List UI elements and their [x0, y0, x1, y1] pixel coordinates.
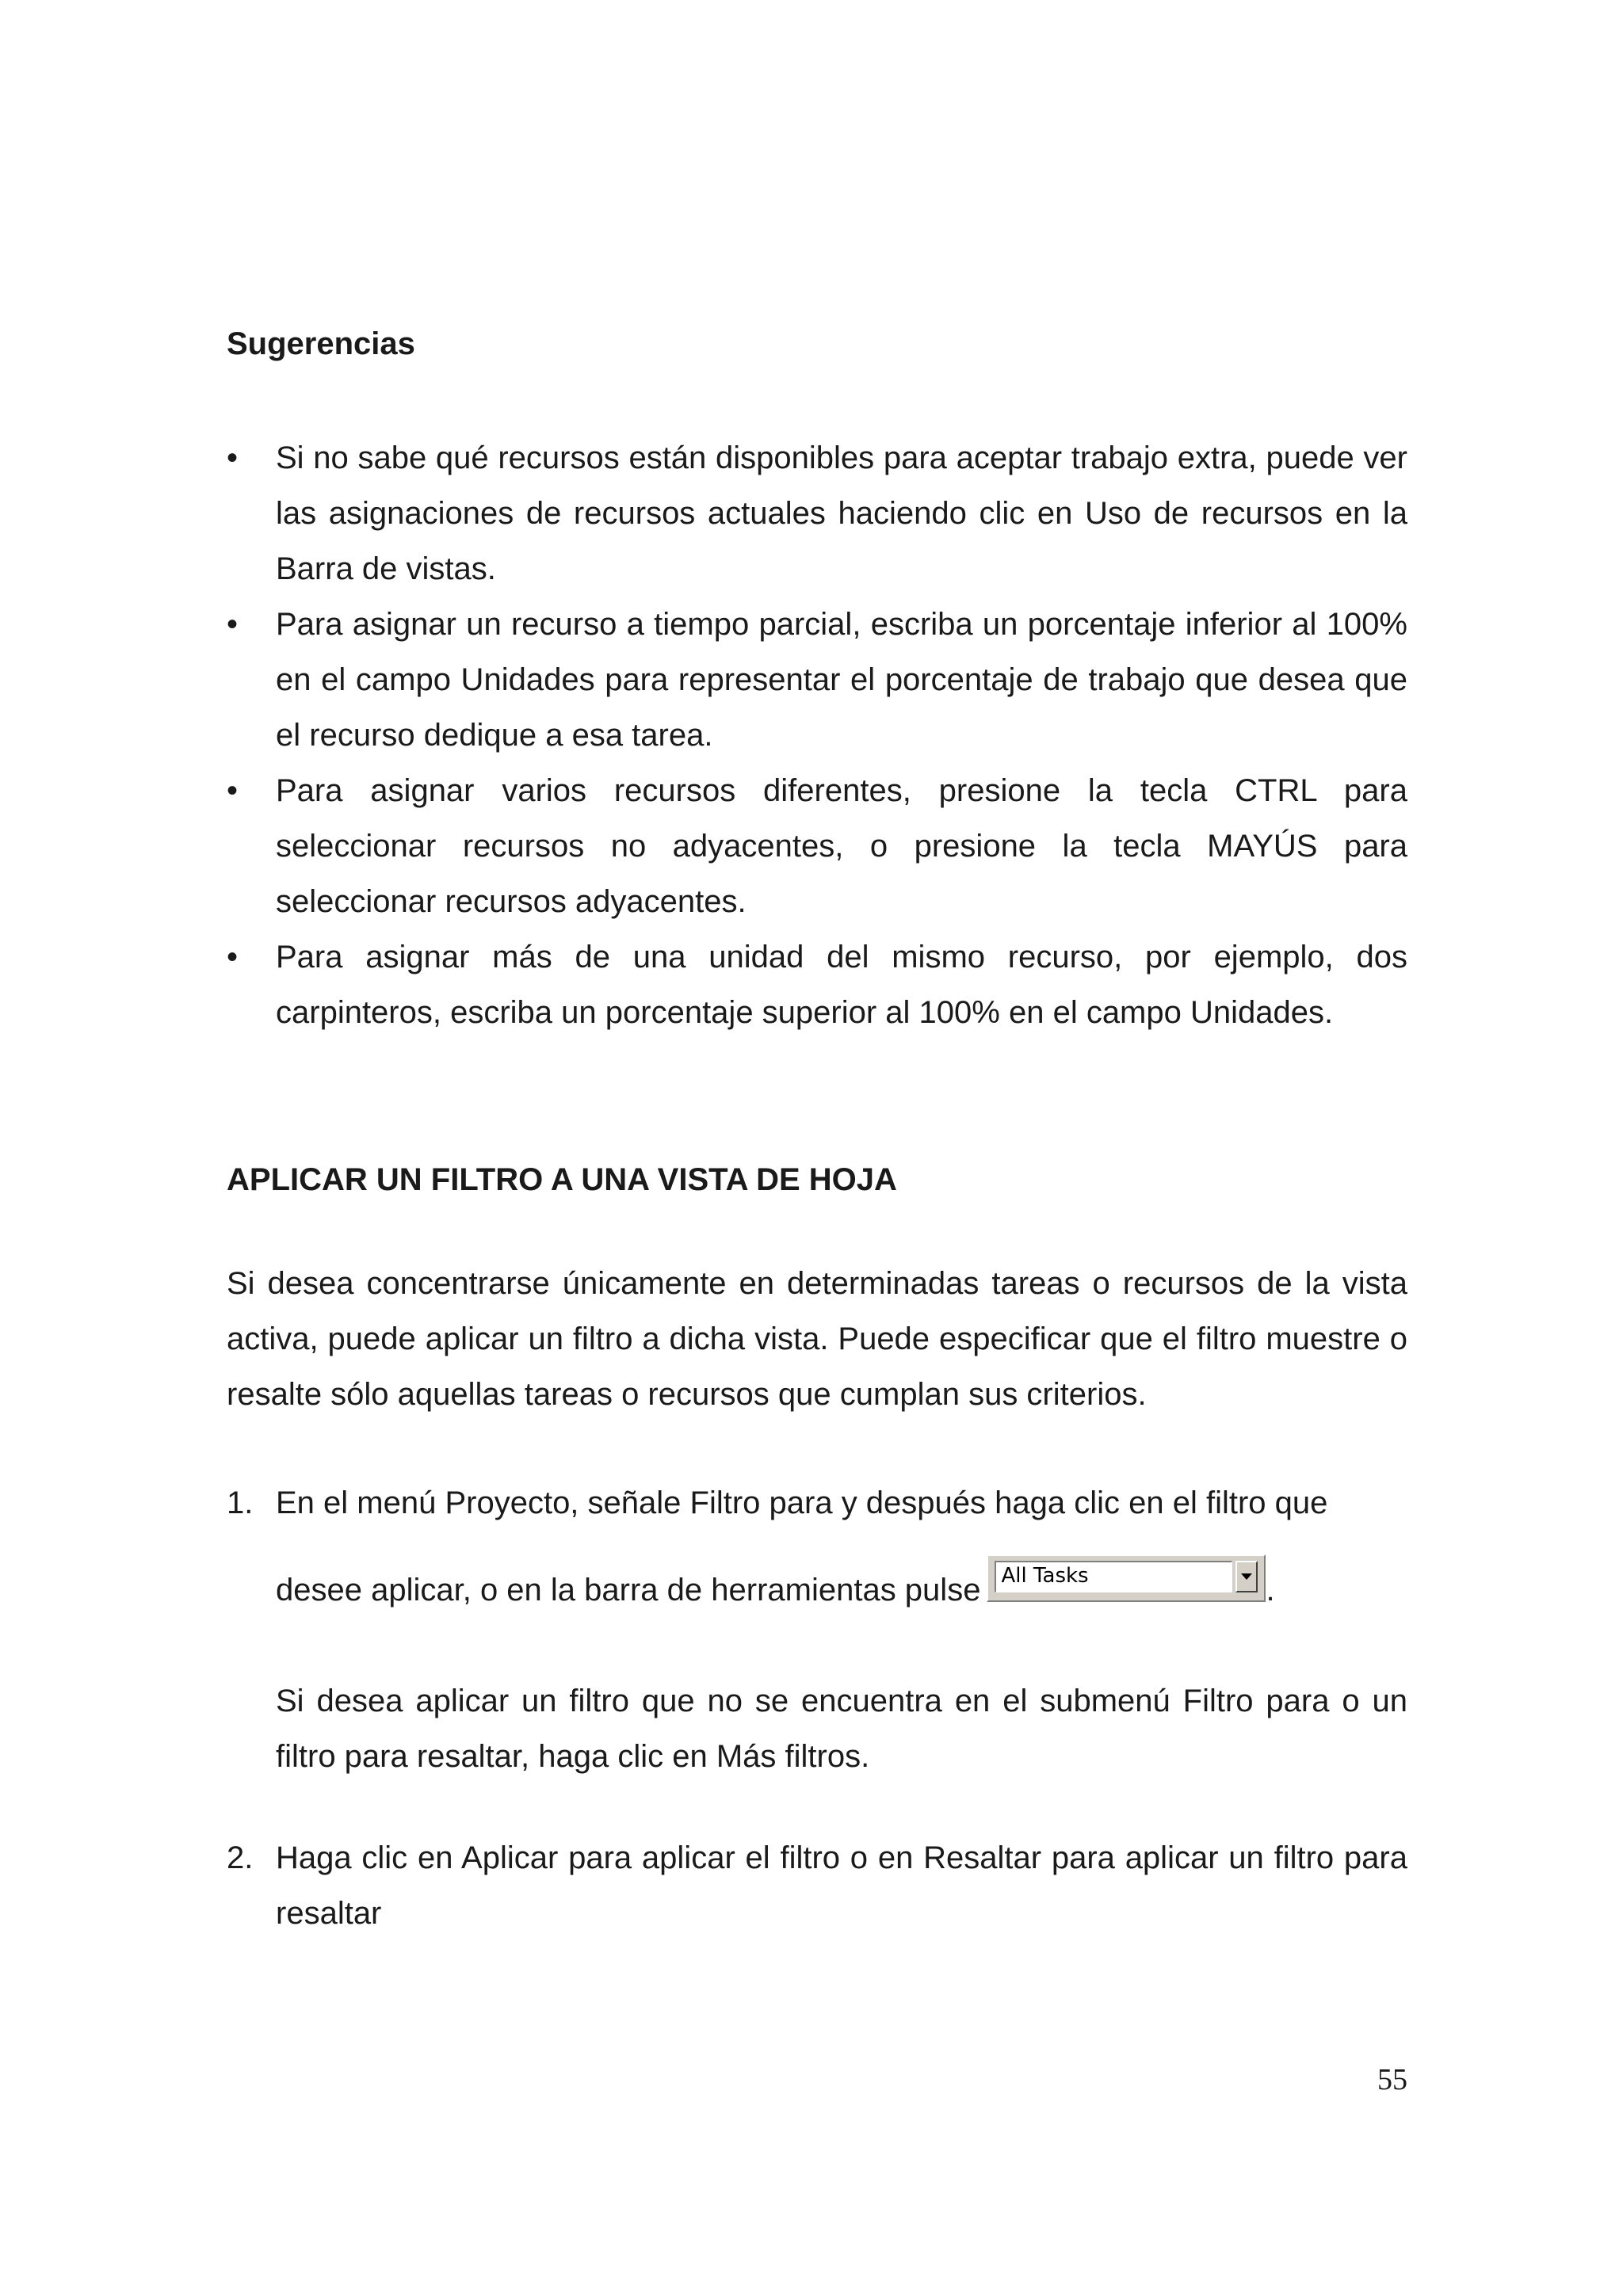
- list-item-text: Para asignar varios recursos diferentes, presione la tecla CTRL para seleccionar recursos no adyacentes, o presione la tecla MAYÚS para seleccionar recursos adyacentes.: [276, 773, 1407, 919]
- list-item: [227, 929, 1407, 1040]
- bullet-icon: •: [227, 607, 239, 642]
- step-text-line2-prefix: desee aplicar, o en la barra de herramientas pulse: [276, 1573, 981, 1608]
- dropdown-arrow-icon[interactable]: [1235, 1561, 1258, 1592]
- filter-combo-value[interactable]: All Tasks: [995, 1561, 1232, 1592]
- section-heading-sugerencias: Sugerencias: [227, 326, 415, 361]
- step-note: Si desea aplicar un filtro que no se encuentra en el submenú Filtro para o un filtro para resaltar, haga clic en Más filtros.: [276, 1684, 1407, 1774]
- bullet-icon: •: [227, 773, 239, 808]
- intro-paragraph: Si desea concentrarse únicamente en determinadas tareas o recursos de la vista activa, puede aplicar un filtro a dicha vista. Puede especificar que el filtro muestre o resalte sólo aquellas tareas o recursos que cumplan sus criterios.: [227, 1266, 1407, 1412]
- list-item: [227, 597, 1407, 763]
- step-body: Haga clic en Aplicar para aplicar el filtro o en Resaltar para aplicar un filtro para resaltar: [276, 1840, 1407, 1931]
- bullet-icon: •: [227, 940, 239, 974]
- bullet-icon: •: [227, 441, 239, 475]
- list-item-text: Si no sabe qué recursos están disponibles para aceptar trabajo extra, puede ver las asignaciones de recursos actuales haciendo clic en Uso de recursos en la Barra de vistas.: [276, 441, 1407, 586]
- step-number: 1.: [227, 1486, 254, 1520]
- step-1: [227, 1475, 1407, 1784]
- list-item: [227, 430, 1407, 597]
- step-text-line1: En el menú Proyecto, señale Filtro para y después haga clic en el filtro que: [276, 1486, 1328, 1520]
- step-number: 2.: [227, 1840, 254, 1875]
- list-item-text: Para asignar un recurso a tiempo parcial, escriba un porcentaje inferior al 100% en el campo Unidades para representar el porcentaje de trabajo que desea que el recurso dedique a esa tarea.: [276, 607, 1407, 753]
- step-2: [227, 1830, 1407, 1941]
- section-heading-aplicar-filtro: APLICAR UN FILTRO A UNA VISTA DE HOJA: [227, 1162, 897, 1197]
- list-item-text: Para asignar más de una unidad del mismo recurso, por ejemplo, dos carpinteros, escriba un porcentaje superior al 100% en el campo Unidades.: [276, 940, 1407, 1030]
- list-item: [227, 763, 1407, 929]
- step-text-line2-suffix: .: [1266, 1573, 1275, 1608]
- page-number: 55: [1377, 2063, 1407, 2096]
- suggestions-list: [227, 430, 1407, 1040]
- step-text-line2: [276, 1554, 1407, 1618]
- filter-combo-box[interactable]: [987, 1554, 1266, 1602]
- step-body: [276, 1475, 1407, 1784]
